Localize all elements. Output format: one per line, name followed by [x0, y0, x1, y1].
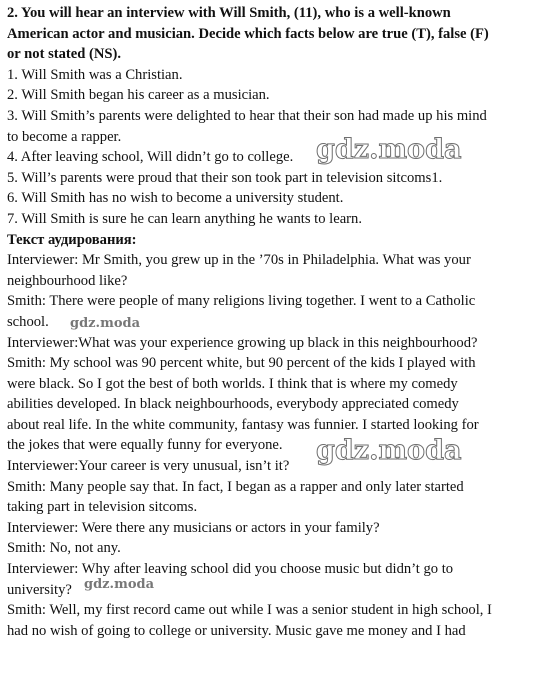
transcript-line: had no wish of going to college or university. Music gave me money and I had [7, 622, 466, 639]
transcript-line: Smith: Many people say that. In fact, I began as a rapper and only later started [7, 478, 464, 495]
transcript-line: taking part in television sitcoms. [7, 499, 198, 516]
task-heading-line-1: 2. You will hear an interview with Will Smith, (11), who is a well-known [7, 5, 451, 21]
watermark-small: gdz.moda [84, 577, 155, 592]
statement-4: 4. After leaving school, Will didn’t go to college. [7, 149, 294, 166]
task-heading-line-2: American actor and musician. Decide which facts below are true (T), false (F) [7, 25, 489, 42]
transcript-line: Smith: My school was 90 percent white, but 90 percent of the kids I played with [7, 355, 476, 372]
statement-3: 3. Will Smith’s parents were delighted to hear that their son had made up his mind [7, 107, 487, 124]
watermark-small: gdz.moda [70, 316, 141, 331]
watermark-large: gdz.moda [316, 435, 462, 466]
transcript-line: Interviewer:Your career is very unusual, isn’t it? [7, 458, 290, 475]
transcript-line: school. [7, 313, 49, 330]
statement-7: 7. Will Smith is sure he can learn anything he wants to learn. [7, 210, 362, 227]
transcript-title: Текст аудирования: [7, 231, 137, 248]
transcript-line: abilities developed. In black neighbourhoods, everybody appreciated comedy [7, 396, 459, 413]
statement-3-continued: to become a rapper. [7, 128, 122, 145]
watermark-large: gdz.moda [316, 134, 462, 165]
transcript-line: neighbourhood like? [7, 272, 128, 289]
statement-6: 6. Will Smith has no wish to become a university student. [7, 190, 344, 207]
transcript-line: Smith: Well, my first record came out while I was a senior student in high school, I [7, 602, 492, 619]
transcript-line: about real life. In the white community, fantasy was funnier. I started looking for [7, 416, 479, 433]
transcript-line: were black. So I got the best of both worlds. I think that is where my comedy [7, 375, 458, 392]
transcript-line: Interviewer: Were there any musicians or actors in your family? [7, 519, 380, 536]
statement-1: 1. Will Smith was a Christian. [7, 66, 183, 83]
transcript-line: the jokes that were equally funny for everyone. [7, 437, 283, 454]
task-heading-line-3: or not stated (NS). [7, 46, 122, 63]
transcript-line: Interviewer: Mr Smith, you grew up in the ’70s in Philadelphia. What was your [7, 252, 471, 269]
transcript-line: Interviewer: Why after leaving school did you choose music but didn’t go to [7, 561, 454, 578]
transcript-line: Interviewer:What was your experience growing up black in this neighbourhood? [7, 334, 478, 351]
transcript-line: Smith: No, not any. [7, 540, 121, 557]
statement-5: 5. Will’s parents were proud that their son took part in television sitcoms1. [7, 169, 443, 186]
transcript-line: Smith: There were people of many religions living together. I went to a Catholic [7, 293, 476, 310]
statement-2: 2. Will Smith began his career as a musician. [7, 87, 270, 104]
transcript-line: university? [7, 581, 72, 598]
